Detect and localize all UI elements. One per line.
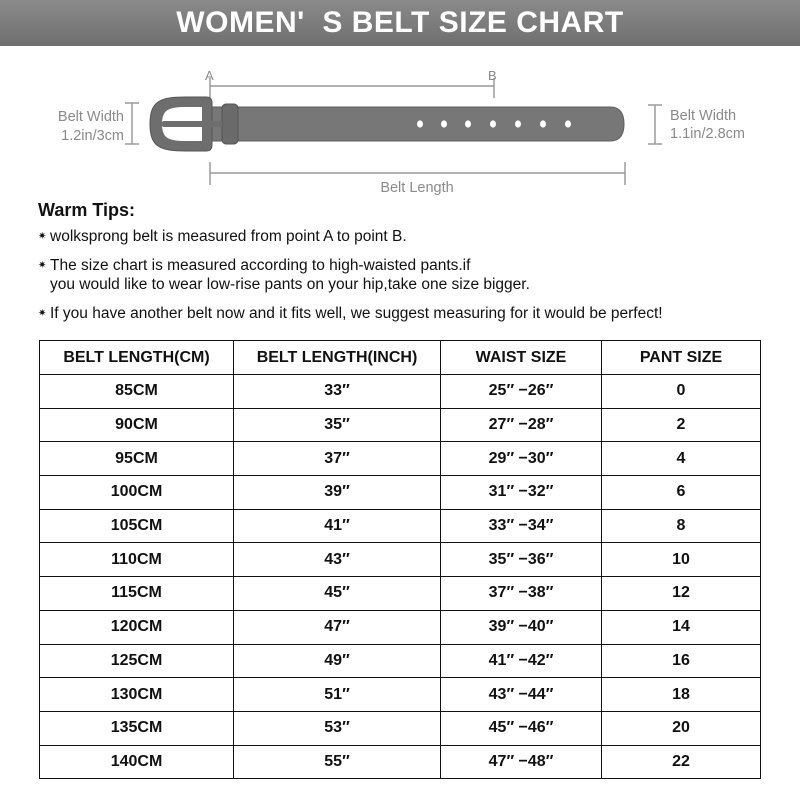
- tip-item: [38, 256, 788, 294]
- warm-tips: [38, 200, 788, 333]
- table-row: [40, 610, 761, 644]
- tip-text: The size chart is measured according to high-waisted pants.if you would like to wear low-rise pants on your hip,take one size bigger.: [50, 257, 530, 293]
- table-cell: 20: [602, 711, 761, 745]
- table-cell: 4: [602, 442, 761, 476]
- tip-item: [38, 304, 788, 323]
- table-row: [40, 375, 761, 409]
- right-width-label: Belt Width: [670, 108, 737, 124]
- table-cell: 35″ −36″: [441, 543, 602, 577]
- table-row: [40, 644, 761, 678]
- tip-text: If you have another belt now and it fits well, we suggest measuring for it would be perfect!: [50, 305, 663, 322]
- column-header: BELT LENGTH(CM): [40, 341, 234, 375]
- point-a-label: A: [205, 68, 214, 83]
- table-cell: 33″: [234, 375, 441, 409]
- table-cell: 135CM: [40, 711, 234, 745]
- table-cell: 27″ −28″: [441, 408, 602, 442]
- table-cell: 90CM: [40, 408, 234, 442]
- column-header: WAIST SIZE: [441, 341, 602, 375]
- table-cell: 47″: [234, 610, 441, 644]
- table-cell: 37″: [234, 442, 441, 476]
- a-b-measure: [210, 78, 494, 98]
- column-header: PANT SIZE: [602, 341, 761, 375]
- table-cell: 120CM: [40, 610, 234, 644]
- table-cell: 45″: [234, 577, 441, 611]
- right-width-measure: [648, 105, 662, 144]
- belt-buckle-icon: [150, 97, 222, 151]
- table-row: [40, 745, 761, 779]
- belt-length-label: Belt Length: [380, 180, 454, 196]
- column-header: BELT LENGTH(INCH): [234, 341, 441, 375]
- table-cell: 51″: [234, 678, 441, 712]
- table-cell: 33″ −34″: [441, 509, 602, 543]
- table-cell: 100CM: [40, 476, 234, 510]
- table-cell: 14: [602, 610, 761, 644]
- table-cell: 2: [602, 408, 761, 442]
- table-row: [40, 408, 761, 442]
- table-cell: 22: [602, 745, 761, 779]
- table-row: [40, 442, 761, 476]
- table-cell: 53″: [234, 711, 441, 745]
- table-cell: 95CM: [40, 442, 234, 476]
- table-cell: 18: [602, 678, 761, 712]
- table-header-row: [40, 341, 761, 375]
- title-banner: [0, 0, 800, 46]
- table-cell: 55″: [234, 745, 441, 779]
- table-cell: 29″ −30″: [441, 442, 602, 476]
- table-row: [40, 543, 761, 577]
- belt-size-table: [39, 340, 761, 779]
- table-cell: 31″ −32″: [441, 476, 602, 510]
- belt-keeper: [222, 104, 238, 144]
- table-row: [40, 476, 761, 510]
- table-cell: 37″ −38″: [441, 577, 602, 611]
- table-cell: 41″: [234, 509, 441, 543]
- asterisk-icon: ✷: [38, 231, 47, 242]
- left-width-label: Belt Width: [57, 109, 124, 125]
- table-cell: 43″: [234, 543, 441, 577]
- table-cell: 110CM: [40, 543, 234, 577]
- table-row: [40, 509, 761, 543]
- table-cell: 125CM: [40, 644, 234, 678]
- asterisk-icon: ✷: [38, 308, 47, 319]
- table-cell: 10: [602, 543, 761, 577]
- table-cell: 6: [602, 476, 761, 510]
- table-cell: 45″ −46″: [441, 711, 602, 745]
- table-cell: 0: [602, 375, 761, 409]
- table-cell: 140CM: [40, 745, 234, 779]
- table-cell: 43″ −44″: [441, 678, 602, 712]
- table-cell: 41″ −42″: [441, 644, 602, 678]
- table-cell: 85CM: [40, 375, 234, 409]
- table-cell: 39″: [234, 476, 441, 510]
- tips-heading: Warm Tips:: [38, 200, 136, 220]
- table-cell: 115CM: [40, 577, 234, 611]
- table-cell: 105CM: [40, 509, 234, 543]
- right-width-value: 1.1in/2.8cm: [670, 126, 745, 142]
- table-cell: 8: [602, 509, 761, 543]
- table-cell: 39″ −40″: [441, 610, 602, 644]
- table-cell: 16: [602, 644, 761, 678]
- page-title: WOMEN' S BELT SIZE CHART: [176, 6, 624, 39]
- table-body: [40, 375, 761, 779]
- left-width-measure: [125, 103, 139, 144]
- asterisk-icon: ✷: [38, 260, 47, 271]
- left-width-value: 1.2in/3cm: [61, 128, 124, 144]
- table-cell: 49″: [234, 644, 441, 678]
- table-cell: 35″: [234, 408, 441, 442]
- table-row: [40, 577, 761, 611]
- table-cell: 25″ −26″: [441, 375, 602, 409]
- tip-item: [38, 227, 788, 246]
- belt-diagram: [0, 60, 800, 200]
- table-row: [40, 711, 761, 745]
- belt-strap: [205, 107, 624, 141]
- tip-text: wolksprong belt is measured from point A to point B.: [50, 228, 407, 245]
- table-row: [40, 678, 761, 712]
- table-cell: 130CM: [40, 678, 234, 712]
- point-b-label: B: [488, 68, 497, 83]
- table-cell: 12: [602, 577, 761, 611]
- table-cell: 47″ −48″: [441, 745, 602, 779]
